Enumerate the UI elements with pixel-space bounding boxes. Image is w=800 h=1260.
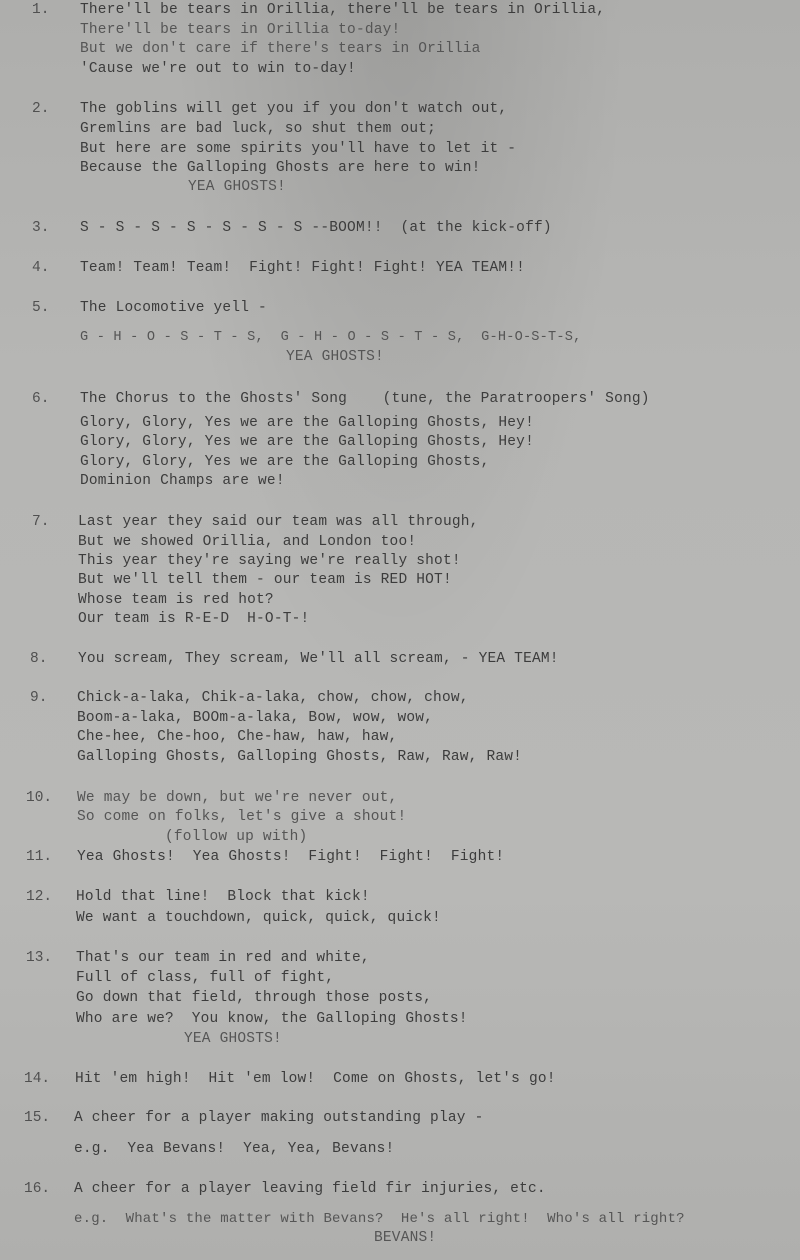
- cheer-line: We want a touchdown, quick, quick, quick!: [76, 910, 441, 926]
- cheer-line: e.g. Yea Bevans! Yea, Yea, Bevans!: [74, 1141, 395, 1157]
- cheer-line: BEVANS!: [374, 1230, 437, 1246]
- cheer-line: There'll be tears in Orillia, there'll be tears in Orillia,: [80, 2, 606, 18]
- cheer-number: 10.: [26, 790, 53, 806]
- cheer-line: Hold that line! Block that kick!: [76, 889, 370, 905]
- cheer-line: Last year they said our team was all through,: [78, 514, 479, 530]
- cheer-line: Glory, Glory, Yes we are the Galloping Ghosts, Hey!: [80, 415, 534, 431]
- cheer-line: G - H - O - S - T - S, G - H - O - S - T - S, G-H-O-S-T-S,: [80, 330, 582, 345]
- cheer-line: S - S - S - S - S - S - S --BOOM!! (at the kick-off): [80, 220, 552, 236]
- cheer-line: Who are we? You know, the Galloping Ghosts!: [76, 1011, 468, 1027]
- cheer-line: But we don't care if there's tears in Orillia: [80, 41, 481, 57]
- cheer-number: 11.: [26, 849, 53, 865]
- cheer-line: A cheer for a player leaving field fir injuries, etc.: [74, 1181, 546, 1197]
- cheer-number: 15.: [24, 1110, 51, 1126]
- cheer-line: That's our team in red and white,: [76, 950, 370, 966]
- cheer-number: 1.: [32, 2, 50, 18]
- cheer-number: 3.: [32, 220, 50, 236]
- cheer-number: 7.: [32, 514, 50, 530]
- cheer-line: Go down that field, through those posts,: [76, 990, 433, 1006]
- cheer-line: Our team is R-E-D H-O-T-!: [78, 611, 310, 627]
- cheer-number: 8.: [30, 651, 48, 667]
- cheer-line: Full of class, full of fight,: [76, 970, 335, 986]
- cheer-line: Whose team is red hot?: [78, 592, 274, 608]
- cheer-line: Team! Team! Team! Fight! Fight! Fight! YEA TEAM!!: [80, 260, 526, 276]
- cheer-number: 16.: [24, 1181, 51, 1197]
- cheer-line: Because the Galloping Ghosts are here to win!: [80, 160, 481, 176]
- cheer-line: Yea Ghosts! Yea Ghosts! Fight! Fight! Fight!: [77, 849, 505, 865]
- cheer-line: A cheer for a player making outstanding play -: [74, 1110, 484, 1126]
- cheer-line: Dominion Champs are we!: [80, 473, 285, 489]
- cheer-line: The Locomotive yell -: [80, 300, 267, 316]
- cheer-number: 2.: [32, 101, 50, 117]
- cheer-line: YEA GHOSTS!: [184, 1031, 282, 1047]
- cheer-line: You scream, They scream, We'll all scream, - YEA TEAM!: [78, 651, 559, 667]
- cheer-number: 9.: [30, 690, 48, 706]
- cheer-number: 4.: [32, 260, 50, 276]
- cheer-line: 'Cause we're out to win to-day!: [80, 61, 356, 77]
- cheer-line: The goblins will get you if you don't watch out,: [80, 101, 508, 117]
- cheer-line: But here are some spirits you'll have to let it -: [80, 141, 517, 157]
- cheer-line: Galloping Ghosts, Galloping Ghosts, Raw, Raw, Raw!: [77, 749, 523, 765]
- cheer-number: 12.: [26, 889, 53, 905]
- cheer-line: Che-hee, Che-hoo, Che-haw, haw, haw,: [77, 729, 398, 745]
- cheer-line: We may be down, but we're never out,: [77, 790, 398, 806]
- cheer-line: There'll be tears in Orillia to-day!: [80, 22, 401, 38]
- cheer-line: Gremlins are bad luck, so shut them out;: [80, 121, 437, 137]
- cheer-line: Glory, Glory, Yes we are the Galloping Ghosts, Hey!: [80, 434, 534, 450]
- cheer-line: (follow up with): [165, 829, 308, 845]
- cheer-line: Glory, Glory, Yes we are the Galloping Ghosts,: [80, 454, 490, 470]
- cheer-line: YEA GHOSTS!: [188, 179, 286, 195]
- cheer-line: The Chorus to the Ghosts' Song (tune, the Paratroopers' Song): [80, 391, 650, 407]
- cheer-line: This year they're saying we're really shot!: [78, 553, 461, 569]
- cheer-number: 13.: [26, 950, 53, 966]
- cheer-line: So come on folks, let's give a shout!: [77, 809, 407, 825]
- cheer-line: Hit 'em high! Hit 'em low! Come on Ghosts, let's go!: [75, 1071, 556, 1087]
- cheer-number: 6.: [32, 391, 50, 407]
- cheer-number: 14.: [24, 1071, 51, 1087]
- cheer-number: 5.: [32, 300, 50, 316]
- cheer-line: Boom-a-laka, BOOm-a-laka, Bow, wow, wow,: [77, 710, 434, 726]
- cheer-line: But we'll tell them - our team is RED HOT!: [78, 572, 452, 588]
- cheer-line: Chick-a-laka, Chik-a-laka, chow, chow, chow,: [77, 690, 469, 706]
- cheer-line: YEA GHOSTS!: [286, 349, 384, 365]
- cheer-line: But we showed Orillia, and London too!: [78, 534, 417, 550]
- cheer-line: e.g. What's the matter with Bevans? He's all right! Who's all right?: [74, 1211, 685, 1227]
